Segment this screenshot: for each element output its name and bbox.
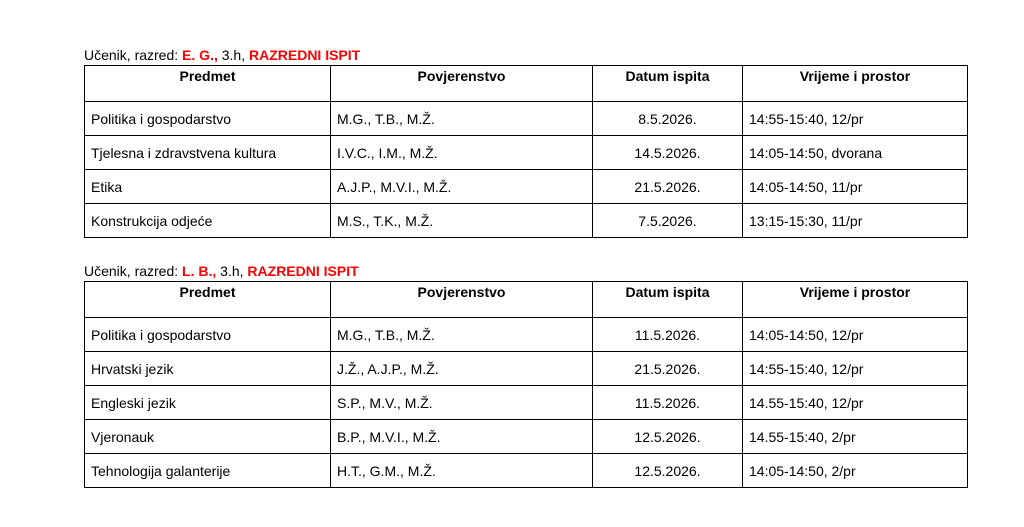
cell-subject: Tjelesna i zdravstvena kultura [85,136,331,170]
table-row [85,352,968,386]
cell-time-place: 14:55-15:40, 12/pr [743,352,968,386]
section-caption [84,261,967,281]
table-row [85,170,968,204]
header-committee: Povjerenstvo [331,66,593,102]
cell-exam-date: 11.5.2026. [593,318,743,352]
cell-time-place: 14.55-15:40, 12/pr [743,386,968,420]
cell-time-place: 14:55-15:40, 12/pr [743,102,968,136]
cell-committee: I.V.C., I.M., M.Ž. [331,136,593,170]
table-row [85,204,968,238]
cell-time-place: 14:05-14:50, 12/pr [743,318,968,352]
table-row [85,318,968,352]
class-info: 3.h, [217,47,249,63]
exam-type: RAZREDNI ISPIT [248,47,361,63]
cell-subject: Politika i gospodarstvo [85,102,331,136]
cell-exam-date: 7.5.2026. [593,204,743,238]
cell-subject: Konstrukcija odjeće [85,204,331,238]
header-time-place: Vrijeme i prostor [743,66,968,102]
table-row [85,386,968,420]
cell-time-place: 14:05-14:50, 2/pr [743,454,968,488]
student-name: L. B., [182,263,217,279]
table-row [85,136,968,170]
cell-exam-date: 12.5.2026. [593,420,743,454]
cell-committee: S.P., M.V., M.Ž. [331,386,593,420]
cell-time-place: 14:05-14:50, 11/pr [743,170,968,204]
cell-committee: M.S., T.K., M.Ž. [331,204,593,238]
cell-committee: H.T., G.M., M.Ž. [331,454,593,488]
cell-exam-date: 21.5.2026. [593,170,743,204]
cell-subject: Engleski jezik [85,386,331,420]
exam-section-1 [84,45,967,238]
cell-subject: Hrvatski jezik [85,352,331,386]
table-header-row [85,282,968,318]
cell-exam-date: 21.5.2026. [593,352,743,386]
exam-section-2 [84,261,967,488]
cell-committee: A.J.P., M.V.I., M.Ž. [331,170,593,204]
cell-exam-date: 14.5.2026. [593,136,743,170]
exam-table [84,281,968,488]
cell-exam-date: 11.5.2026. [593,386,743,420]
table-header-row [85,66,968,102]
header-exam-date: Datum ispita [593,282,743,318]
caption-prefix: Učenik, razred: [84,47,183,63]
cell-time-place: 13:15-15:30, 11/pr [743,204,968,238]
cell-subject: Etika [85,170,331,204]
header-committee: Povjerenstvo [331,282,593,318]
table-row [85,454,968,488]
student-name: E. G., [182,47,218,63]
cell-committee: M.G., T.B., M.Ž. [331,318,593,352]
section-caption [84,45,967,65]
header-exam-date: Datum ispita [593,66,743,102]
cell-committee: M.G., T.B., M.Ž. [331,102,593,136]
cell-subject: Politika i gospodarstvo [85,318,331,352]
cell-exam-date: 12.5.2026. [593,454,743,488]
exam-type: RAZREDNI ISPIT [247,263,359,279]
cell-committee: B.P., M.V.I., M.Ž. [331,420,593,454]
header-subject: Predmet [85,66,331,102]
caption-prefix: Učenik, razred: [84,263,183,279]
cell-time-place: 14:05-14:50, dvorana [743,136,968,170]
cell-subject: Vjeronauk [85,420,331,454]
table-row [85,420,968,454]
cell-time-place: 14.55-15:40, 2/pr [743,420,968,454]
cell-subject: Tehnologija galanterije [85,454,331,488]
class-info: 3.h, [216,263,248,279]
cell-committee: J.Ž., A.J.P., M.Ž. [331,352,593,386]
cell-exam-date: 8.5.2026. [593,102,743,136]
header-subject: Predmet [85,282,331,318]
table-row [85,102,968,136]
exam-table [84,65,968,238]
header-time-place: Vrijeme i prostor [743,282,968,318]
